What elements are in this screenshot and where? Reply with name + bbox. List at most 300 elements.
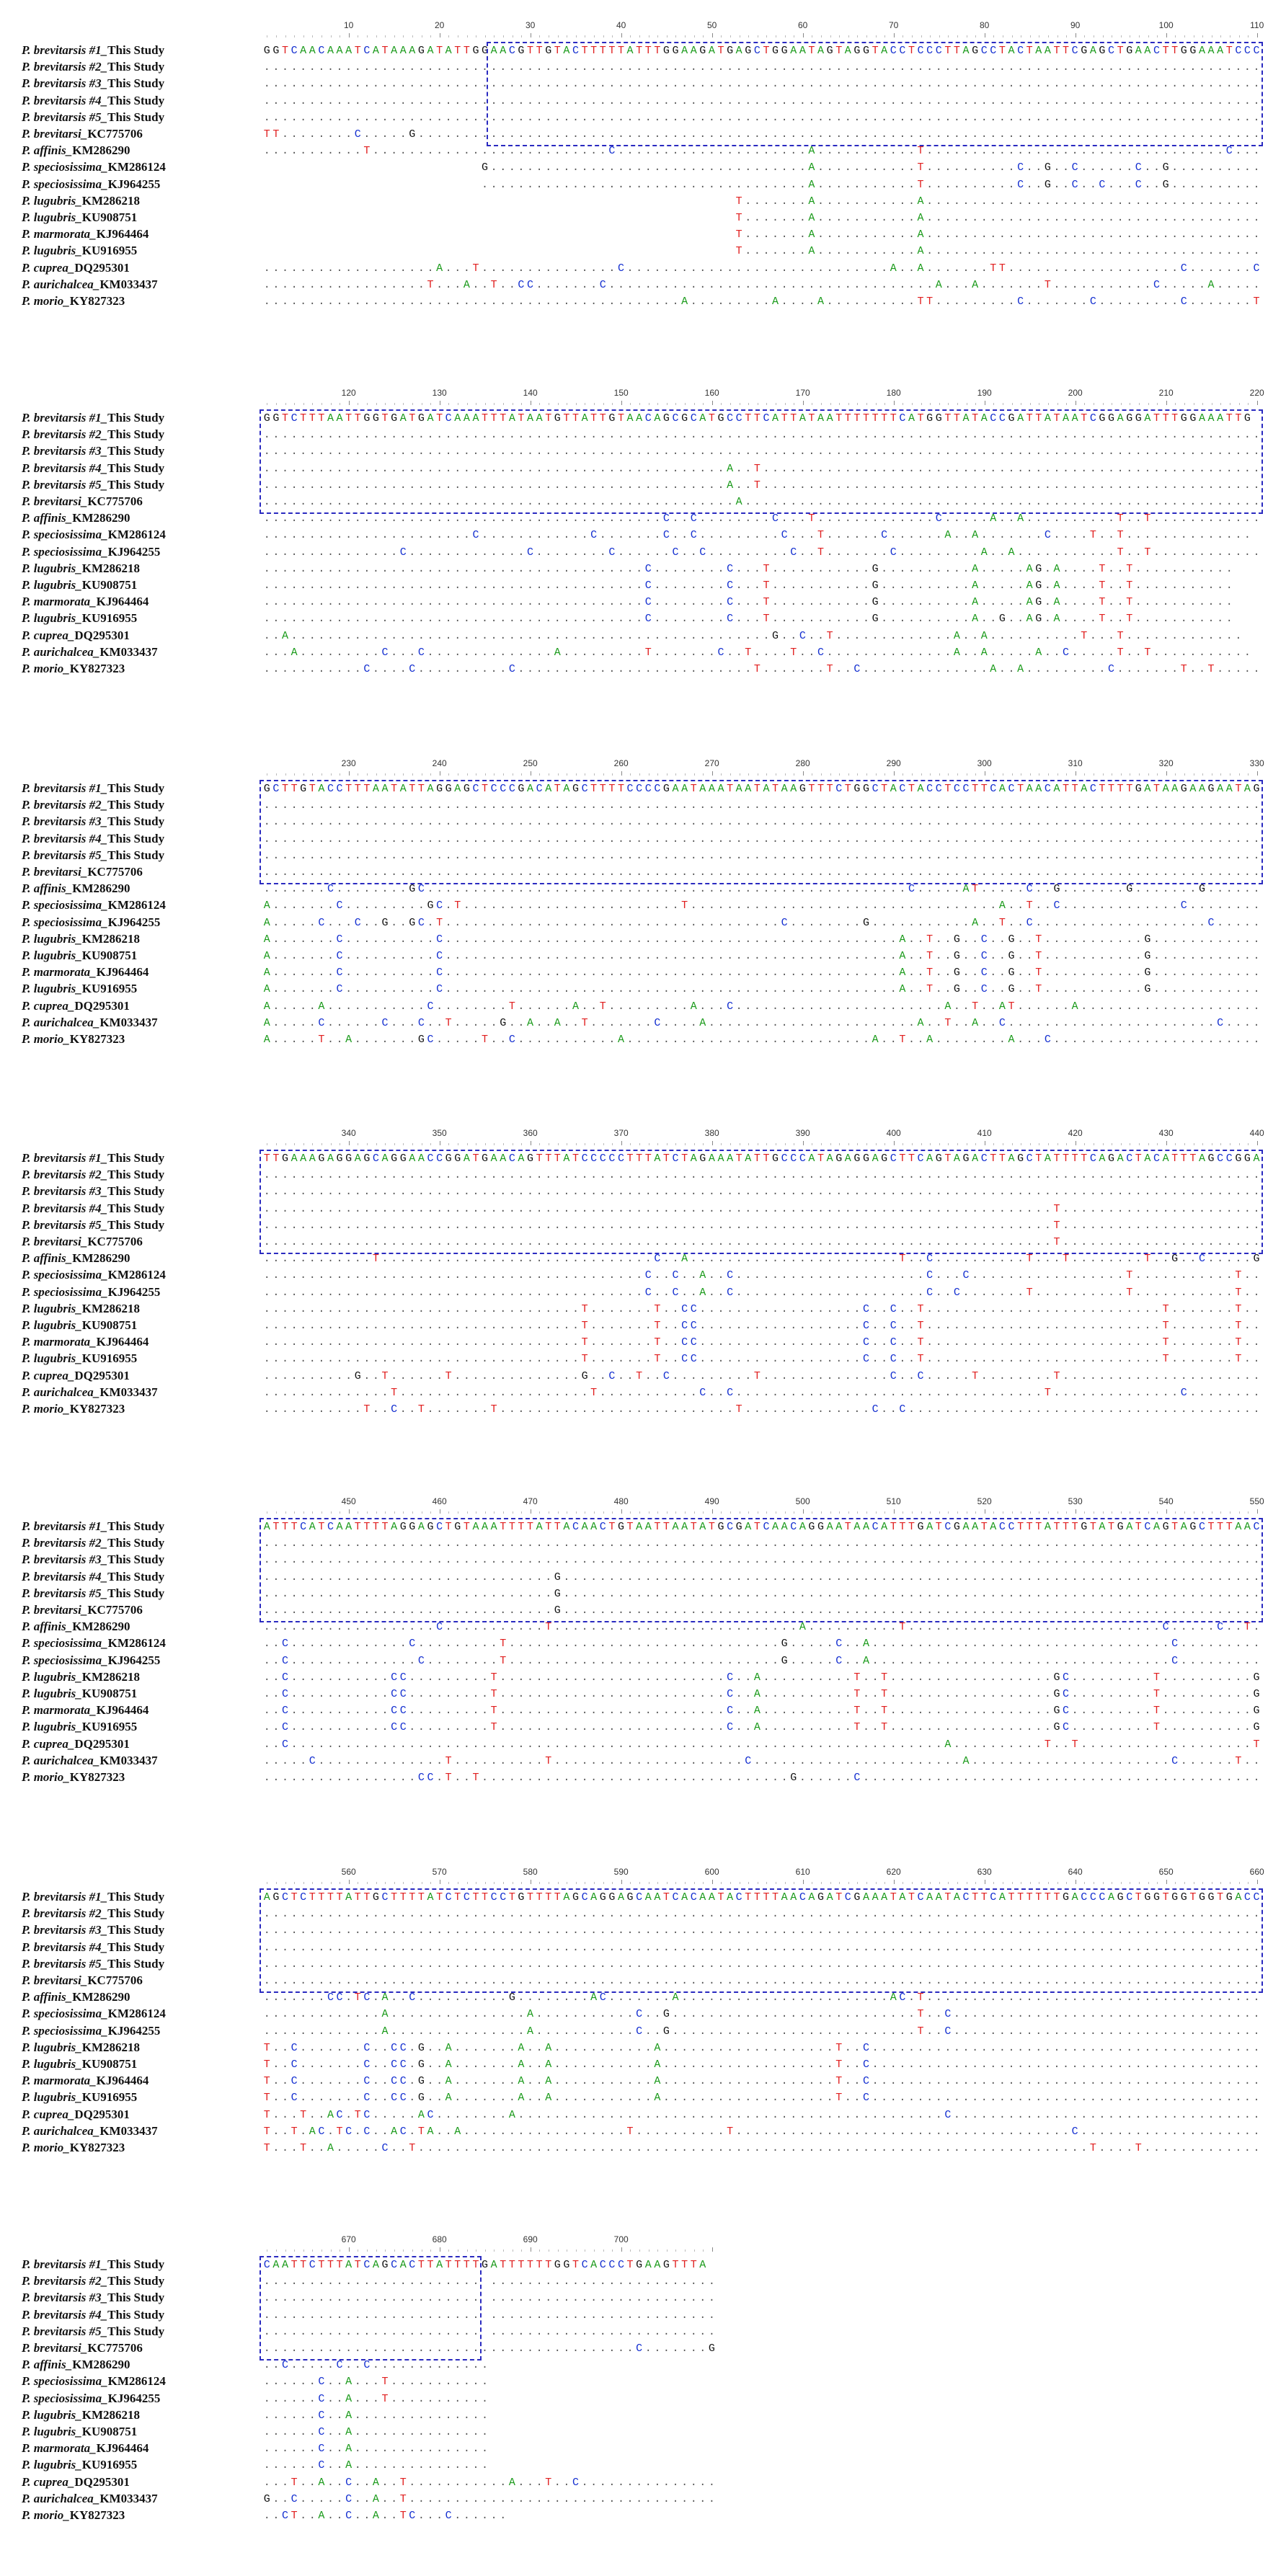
ruler-tick [621,2247,622,2252]
ruler-minor-tick [921,403,922,405]
ruler-minor-tick [785,1882,786,1884]
ruler-minor-tick [657,35,658,37]
ruler-minor-tick [1103,35,1104,37]
ruler-tick [621,771,622,776]
ruler-minor-tick [1175,773,1176,776]
ruler-minor-tick [594,1882,595,1884]
species-name: P. cuprea [22,628,68,642]
ruler-minor-tick [912,1882,913,1884]
ruler-number: 390 [795,1128,810,1138]
ruler-tick [621,1509,622,1514]
species-name: P. brevitarsis #1 [22,1890,102,1904]
ruler-minor-tick [857,1882,858,1884]
sequence-row: . . . . . . . . . . . . . . . . . . . . . . . . . . . . . . . . . . . . . . . . . . . . . . . . . . . . . . . . . . . . . . . . . . . . . . . . . . . . . . . . . . . . . . . . . . . . . . . . . . . . . . . . . . . . . . [263,1537,1260,1550]
ruler-number: 410 [977,1128,992,1138]
ruler-tick [1257,1880,1258,1884]
ruler-minor-tick [503,35,504,37]
accession-id: KM033437 [99,644,158,659]
ruler-minor-tick [948,1882,949,1884]
ruler-minor-tick [876,35,877,37]
ruler-number: 500 [795,1496,810,1506]
ruler-minor-tick [558,1882,559,1884]
ruler-minor-tick [876,773,877,776]
sequence-row: . . . . . . . . . . . . . . . . . . . . . . . . . . . . . . . . . . . . . . . . . . . . . . . . . [263,2309,715,2322]
ruler-tick [1257,33,1258,37]
sequence-row: . . . . . . . . . . . . . . . . . . . . . . . . . . . . . . . . . . . . . . . . . . C . . C . . A . . C . . . . . . . . . . . . . . . . . . . . . C . . C . . . . . . . T . . . . . . . . . . T . . . . . . . . . . . T . . [263,1286,1260,1299]
species-name: P. brevitarsis #5 [22,1217,102,1232]
accession-id: KC775706 [87,494,143,508]
ruler-number: 590 [613,1867,629,1877]
sequence-label: P. morio_KY827323 [22,1032,125,1046]
ruler-minor-tick [1121,403,1122,405]
ruler-minor-tick [639,403,640,405]
ruler-minor-tick [1248,1511,1249,1514]
sequence-label: P. lugubris_KM286218 [22,193,141,208]
ruler-minor-tick [948,1511,949,1514]
species-name: P. lugubris [22,1687,76,1700]
ruler-minor-tick [467,2249,468,2252]
ruler-minor-tick [639,35,640,37]
ruler-minor-tick [1012,773,1013,776]
accession-id: This Study [107,110,165,124]
sequence-label: P. marmorata_KJ964464 [22,1335,149,1349]
ruler-tick [621,1880,622,1884]
ruler-minor-tick [1084,1511,1085,1514]
ruler-minor-tick [385,403,386,405]
sequence-label: P. morio_KY827323 [22,1770,125,1784]
ruler-minor-tick [975,403,976,405]
ruler-minor-tick [785,773,786,776]
sequence-label: P. cuprea_DQ295301 [22,2107,130,2121]
ruler-minor-tick [285,1511,286,1514]
ruler-minor-tick [721,403,722,405]
species-name: P. brevitarsis #4 [22,1940,102,1954]
sequence-row: . . C . . . . . . . . . . . C C . . . . . . . . . T . . . . . . . . . . . . . . . . . . . . . . . . . C . . A . . . . . . . . . . T . . T . . . . . . . . . . . . . . . . . . G C . . . . . . . . . T . . . . . . . . . . G [263,1688,1260,1700]
accession-id: This Study [107,1201,165,1215]
sequence-row: . . . . . . . . . . G . . T . . . . . . T . . . . . . . . . . . . . . G . . C . . T . . C . . . . . . . . . T . . . . . . . . . . . . . . C . . C . . . . . T . . . . . . . . T . . . . . . . . . . . . . . . . . . . . . . [263,1369,1260,1382]
ruler-minor-tick [884,403,885,405]
ruler-minor-tick [485,1143,486,1145]
sequence-row: . . . . . . . . . . . . . . . . . . . . . . . . . . . . . . . . . . . . . . . . . . . . . . . . . . . . . . . . . . . . . . . . . . . . . . . . . . . . . . . . . . . . . . . T . . . . . . . . . . . . . . . . . . . . . . [263,1202,1260,1215]
ruler-minor-tick [1248,1882,1249,1884]
sequence-label: P. brevitarsis #4_This Study [22,1569,165,1584]
ruler-number: 150 [613,388,629,398]
ruler-number: 540 [1158,1496,1174,1506]
ruler-tick [349,1141,350,1145]
ruler-minor-tick [1066,403,1067,405]
ruler-minor-tick [485,403,486,405]
species-name: P. marmorata [22,227,91,241]
ruler-number: 270 [704,758,719,768]
ruler-minor-tick [675,1511,676,1514]
ruler-minor-tick [675,403,676,405]
ruler-minor-tick [303,35,304,37]
accession-id: KM286124 [107,1268,166,1282]
ruler-minor-tick [721,1511,722,1514]
sequence-row: . . . . . . . . . . . . . . . . . . . . . . . . . . . . . . . . G . . . . . . . . . . . . . . . . . . . . . . . . . . . . . . . . . . . . . . . . . . . . . . . . . . . . . . . . . . . . . . . . . . . . . . . . . . . . . [263,1571,1260,1584]
accession-id: KU908751 [81,1687,138,1700]
accession-id: DQ295301 [74,260,130,275]
sequence-label: P. brevitarsis #2_This Study [22,1168,165,1182]
accession-id: KM286290 [72,511,130,525]
ruler-minor-tick [821,1882,822,1884]
ruler-number: 140 [523,388,538,398]
ruler-minor-tick [331,1882,332,1884]
ruler-minor-tick [376,1882,377,1884]
ruler-minor-tick [766,1511,767,1514]
ruler-minor-tick [993,1511,994,1514]
ruler-minor-tick [957,35,958,37]
species-name: P. cuprea [22,1736,68,1751]
ruler-tick [1257,1509,1258,1514]
sequence-row: . . . . . . . . . . . . . . . . . . . . . . . . . . . . . . . . . . . . . . . . . . . . . . . . . . . . . . . . . . . . . . . . . . . . . . . . . . . . . . . . . . . . . . . . . . . . . . . . . . . . . . . . . . . . . . [263,1975,1260,1987]
ruler-minor-tick [667,1511,668,1514]
species-name: P. lugubris [22,1720,76,1734]
sequence-row: T . . . T . . A C . T C . . . . . A C . . . . . . . . A . . . . . . . . . . . . . . . . . . . . . . . . . . . . . . . . . . . . . . . . . . . . . . . C . . . . . . . . . . . . . . . . . . . . . . . . . . . . . . . . . . [263,2108,1260,2121]
ruler-minor-tick [485,1882,486,1884]
ruler-minor-tick [848,403,849,405]
ruler-tick [894,771,895,776]
ruler-number: 440 [1249,1128,1264,1138]
ruler-minor-tick [766,1882,767,1884]
sequence-row: . . . . . . . . . . . . . . . . . . . . . . . . . . . . . . . . . . . . . . . . . C . . . . . . . G [263,2342,715,2355]
sequence-label: P. marmorata_KJ964464 [22,965,149,980]
ruler-tick [349,2247,350,2252]
ruler-minor-tick [766,773,767,776]
species-name: P. lugubris [22,561,76,575]
species-name: P. lugubris [22,2057,76,2071]
ruler-minor-tick [385,773,386,776]
species-name: P. brevitarsi [22,1235,81,1248]
ruler-minor-tick [821,773,822,776]
ruler-minor-tick [394,1882,395,1884]
accession-id: KJ964255 [107,544,161,559]
sequence-row: . . . . . . . . . . . . . . . . . . . . . . . . . . . . . . . . . . . . . . . . . . . . . . . . . . . . . . . . . . . . . . . . . . . . . . . . . . . . . . . . . . . . . . . . . . . . . . . . . . . . . . . . . . . . . . [263,111,1260,124]
ruler-minor-tick [1084,1143,1085,1145]
accession-id: This Study [107,43,165,57]
ruler-minor-tick [539,403,540,405]
ruler-tick [712,1880,713,1884]
accession-id: KM286218 [81,2040,141,2054]
ruler-minor-tick [839,773,840,776]
ruler-minor-tick [1012,1882,1013,1884]
sequence-label: P. brevitarsis #1_This Study [22,781,165,795]
accession-id: KM033437 [99,2491,158,2505]
sequence-label: P. lugubris_KU916955 [22,1720,138,1734]
sequence-row: . . . . . . . . . . . . . . . . . . . . . . . . . . . . . . . . . . . T . . . . . . . T . . C C . . . . . . . . . . . . . . . . . . C . . C . . T . . . . . . . . . . . . . . . . . . . . . . . . . . T . . . . . . . T . . [263,1320,1260,1332]
ruler-minor-tick [467,1511,468,1514]
ruler-minor-tick [657,403,658,405]
ruler-number: 320 [1158,758,1174,768]
ruler-minor-tick [1148,1143,1149,1145]
ruler-tick [803,1880,804,1884]
sequence-row: . . C . . . . . . . . . . . . . . C . . . . . . . . T . . . . . . . . . . . . . . . . . . . . . . . . . . . . . . G . . . . . C . . A . . . . . . . . . . . . . . . . . . . . . . . . . . . . . . . . . C . . . . . . . . . [263,1654,1260,1667]
ruler-minor-tick [294,1882,295,1884]
ruler-minor-tick [494,1882,495,1884]
ruler-minor-tick [1248,773,1249,776]
ruler-minor-tick [1057,35,1058,37]
ruler-minor-tick [830,1882,831,1884]
ruler-minor-tick [1048,403,1049,405]
ruler-minor-tick [1148,773,1149,776]
ruler-number: 180 [886,388,901,398]
ruler-minor-tick [603,1882,604,1884]
ruler-minor-tick [467,773,468,776]
ruler-minor-tick [1048,1882,1049,1884]
species-name: P. brevitarsis #1 [22,781,102,795]
ruler-minor-tick [294,773,295,776]
species-name: P. cuprea [22,260,68,275]
ruler-minor-tick [467,1143,468,1145]
species-name: P. marmorata [22,1335,91,1349]
ruler-minor-tick [1048,1143,1049,1145]
ruler-minor-tick [785,403,786,405]
sequence-label: P. brevitarsis #5_This Study [22,848,165,862]
ruler-minor-tick [385,1882,386,1884]
position-ruler [262,20,1264,37]
ruler-number: 240 [432,758,447,768]
sequence-label: P. brevitarsis #3_This Study [22,814,165,829]
ruler-minor-tick [1057,1882,1058,1884]
species-name: P. brevitarsis #5 [22,1586,102,1600]
ruler-tick [349,771,350,776]
ruler-minor-tick [630,1511,631,1514]
ruler-minor-tick [993,403,994,405]
ruler-minor-tick [285,773,286,776]
species-name: P. brevitarsis #4 [22,2307,102,2322]
accession-id: This Study [107,2257,165,2271]
sequence-row: . . . . . . . . . . . . . . . . . . . . . . . . . . . . . . . . . . . . . . . . . . . . . . . . . . . . . . . . . . . . . . . . . . . . . . . . . . . . . . . . . . . . . . . . . . . . . . . . . . . . . . . . . . . . . . [263,849,1260,862]
sequence-row: . . . . . . . . . . . . . . . . . . . A . . . T . . . . . . . . . . . . . . . C . . . . . . . . . . . . . . . . . . . . . . . . . . . . . A . . A . . . . . . . T T . . . . . . . . . . . . . . . . . . . C . . . . . . . C [263,262,1260,275]
ruler-minor-tick [448,35,449,37]
ruler-minor-tick [276,403,277,405]
species-name: P. lugubris [22,1669,76,1684]
sequence-label: P. affinis_KM286290 [22,1990,130,2004]
ruler-number: 40 [616,20,626,30]
ruler-minor-tick [839,35,840,37]
ruler-minor-tick [921,1511,922,1514]
ruler-minor-tick [1148,403,1149,405]
ruler-minor-tick [558,2249,559,2252]
ruler-number: 250 [523,758,538,768]
ruler-minor-tick [430,35,431,37]
species-name: P. affinis [22,1990,66,2004]
ruler-minor-tick [1157,1511,1158,1514]
accession-id: KU916955 [81,1351,138,1366]
ruler-minor-tick [948,1143,949,1145]
position-ruler [262,1867,1264,1884]
sequence-row: . . . . . . . . . . . T . . C . . T . . . . . . . T . . . . . . . . . . . . . . . . . . . . . . . . . . T . . . . . . . . . . . . . . C . . C . . . . . . . . . . . . . . . . . . . . . . . . . . . . . . . . . . . . . . . [263,1403,1260,1416]
species-name: P. speciosissima [22,1284,102,1299]
ruler-minor-tick [430,1511,431,1514]
species-name: P. brevitarsis #4 [22,461,102,475]
ruler-tick [1257,1141,1258,1145]
ruler-minor-tick [467,1882,468,1884]
species-name: P. speciosissima [22,1636,102,1651]
ruler-minor-tick [403,2249,404,2252]
ruler-minor-tick [403,1143,404,1145]
ruler-minor-tick [503,1882,504,1884]
accession-id: KU908751 [81,2057,138,2071]
ruler-minor-tick [912,773,913,776]
ruler-number: 470 [523,1496,538,1506]
ruler-number: 210 [1158,388,1174,398]
accession-id: This Study [107,2274,165,2288]
sequence-label: P. marmorata_KJ964464 [22,2074,149,2088]
species-name: P. brevitarsis #3 [22,2291,102,2305]
ruler-minor-tick [1139,1143,1140,1145]
sequence-label: P. lugubris_KM286218 [22,2407,141,2422]
accession-id: This Study [107,1217,165,1232]
sequence-label: P. brevitarsi_KC775706 [22,865,143,879]
ruler-minor-tick [494,1511,495,1514]
ruler-minor-tick [430,1882,431,1884]
ruler-minor-tick [594,35,595,37]
sequence-row: T . . . . . . . A . . . . . . . . . . . A . . . . . . . . . . . . . . . . . . . . . . . . . . . . . . . . . . . . . [735,228,1260,241]
ruler-minor-tick [612,773,613,776]
sequence-label: P. brevitarsis #1_This Study [22,1151,165,1165]
ruler-minor-tick [494,35,495,37]
sequence-row: . . . . . . C . . A . . . T . . . . . . . . . . . [263,2376,489,2389]
ruler-minor-tick [1121,1882,1122,1884]
accession-id: This Study [107,1569,165,1584]
sequence-label: P. brevitarsis #3_This Study [22,444,165,458]
species-name: P. lugubris [22,244,76,258]
ruler-tick [621,1141,622,1145]
ruler-minor-tick [630,773,631,776]
ruler-minor-tick [957,1882,958,1884]
sequence-row: A T T T C A T C A A T T T T A G G A G C T G T A A A T T T T A T T A C A A C T G T A A T T A A T A T G C G A T C A A C A G G A A T A A C A T T T G A T C G A A T A C C T T T A T T T G T A T G A T C A G T A G C T T T A A C [263,1521,1260,1533]
ruler-minor-tick [367,773,368,776]
ruler-number: 460 [432,1496,447,1506]
ruler-minor-tick [603,35,604,37]
accession-id: This Study [107,1553,165,1567]
ruler-minor-tick [503,1143,504,1145]
ruler-minor-tick [521,1882,522,1884]
ruler-minor-tick [285,35,286,37]
sequence-row: . . . . . . . . . . . . . . . . . . . . . . . . . . . . . . . . . . . . . . . . . . . . . . . . . . . . . . . . . . . . . . . . . . . . . . . . . . . . . . . . . . . . . . . . . . . . . . . . . . . . . . . . . . . . . . [263,78,1260,91]
ruler-tick [803,1509,804,1514]
ruler-minor-tick [930,1882,931,1884]
ruler-minor-tick [1202,773,1203,776]
sequence-row: . . . . . . . . . . . C . . . . C . . . . . . . . . . C . . . . . . . . . . . . . . . . . . . . . . . . . . T . . . . . . . T . . C . . . . . . . . . . . . . . A . . A . . . . . . . . . C . . . . . . . T . . T . . . . . [263,663,1260,675]
ruler-minor-tick [294,403,295,405]
ruler-minor-tick [312,773,313,776]
sequence-row: . . C . . . . . . . . . . . . . . . . . . . . . . . . . . . . . . . . . . . . . . . . . . . . . . . . . . . . . . . . . . . . . . . . . . . . . . . . A . . . . . . . . . . T . . T . . . . . . . . . . . . . . . . . . . T [263,1738,1260,1751]
accession-id: KM286124 [107,1636,166,1651]
ruler-minor-tick [1239,1511,1240,1514]
ruler-minor-tick [403,1511,404,1514]
ruler-minor-tick [694,1882,695,1884]
ruler-minor-tick [1030,1882,1031,1884]
ruler-minor-tick [839,403,840,405]
sequence-row: . . . . . . . . . . . . . . . C . . . . . . . . . . . . . C . . . . . . . . C . . . . . . C . . C . . . . . . . . . C . . T . . . . . . . C . . . . . . . . . A . . A . . . . . . . . . . . T . . T . . . . . . . . . . . . [263,546,1260,559]
ruler-tick [349,401,350,405]
ruler-minor-tick [1057,1511,1058,1514]
ruler-minor-tick [1048,773,1049,776]
ruler-minor-tick [1103,1511,1104,1514]
ruler-minor-tick [876,1511,877,1514]
ruler-tick [349,1509,350,1514]
sequence-label: P. aurichalcea_KM033437 [22,277,158,291]
ruler-minor-tick [785,35,786,37]
ruler-minor-tick [657,1511,658,1514]
ruler-minor-tick [1220,1882,1221,1884]
ruler-number: 360 [523,1128,538,1138]
sequence-row: . . . T . . A . . C . . A . . T . . . . . . . . . . . A . . . T . . C . . . . . . . . . . . . . . . [263,2476,715,2489]
sequence-label: P. lugubris_KU916955 [22,1351,138,1366]
sequence-row: . . C . . . . . . . . . . . C C . . . . . . . . . T . . . . . . . . . . . . . . . . . . . . . . . . . C . . A . . . . . . . . . . T . . T . . . . . . . . . . . . . . . . . . G C . . . . . . . . . T . . . . . . . . . . G [263,1721,1260,1734]
ruler-minor-tick [367,1882,368,1884]
ruler-minor-tick [494,2249,495,2252]
accession-id: KJ964255 [107,1284,161,1299]
ruler-minor-tick [1066,1511,1067,1514]
ruler-minor-tick [521,2249,522,2252]
ruler-minor-tick [685,773,686,776]
ruler-number: 230 [341,758,356,768]
ruler-number: 100 [1158,20,1174,30]
ruler-minor-tick [821,1143,822,1145]
ruler-number: 280 [795,758,810,768]
ruler-minor-tick [603,773,604,776]
accession-id: KC775706 [87,127,143,141]
sequence-row: T . . C . . . . . . . C . . C C . G . . A . . . . . . . A . . A . . . . . . . . . . . A . . . . . . . . . . . . . . . . . . . T . . C . . . . . . . . . . . . . . . . . . . . . . . . . . . . . . . . . . . . . . . . . . . [263,2058,1260,2071]
ruler-number: 120 [341,388,356,398]
ruler-minor-tick [975,35,976,37]
species-name: P. brevitarsi [22,1973,81,1987]
ruler-minor-tick [285,1882,286,1884]
ruler-minor-tick [1202,403,1203,405]
ruler-minor-tick [485,1511,486,1514]
sequence-label: P. brevitarsis #2_This Study [22,427,165,442]
ruler-number: 620 [886,1867,901,1877]
ruler-minor-tick [1202,1511,1203,1514]
ruler-minor-tick [667,773,668,776]
accession-id: This Study [107,461,165,475]
ruler-minor-tick [921,1143,922,1145]
sequence-label: P. brevitarsis #4_This Study [22,831,165,845]
species-name: P. speciosissima [22,2391,102,2405]
ruler-minor-tick [839,1882,840,1884]
ruler-number: 130 [432,388,447,398]
ruler-minor-tick [521,1511,522,1514]
ruler-minor-tick [685,1511,686,1514]
ruler-minor-tick [503,403,504,405]
ruler-minor-tick [1157,403,1158,405]
ruler-minor-tick [866,1143,867,1145]
species-name: P. morio [22,2141,64,2154]
species-name: P. morio [22,662,64,675]
sequence-label: P. lugubris_KU916955 [22,611,138,626]
ruler-number: 340 [341,1128,356,1138]
ruler-minor-tick [630,1882,631,1884]
ruler-minor-tick [576,403,577,405]
ruler-minor-tick [1057,1143,1058,1145]
sequence-row: . . . . . . . . . . . . . . . . . . . . . . . . . . . . . . . . . . . . . . . . . . . . . . . . . . . . . . . . . . . . . . . . . . . . . . . . . . . . . . . . . . . . . . . . . . . . . . . . . . . . . . . . . . . . . . [263,816,1260,829]
ruler-minor-tick [448,1511,449,1514]
ruler-minor-tick [276,35,277,37]
sequence-row: . . . . . . . . . . . T . . . . . . . . . . . . . . . . . . . . . . . . . . C . . . . . . . . . . . . . . . . . . . . . A . . . . . . . . . . . T . . . . . . . . . . . . . . . . . . . . . . . . . . . . . . . . . C . . . [263,145,1260,158]
ruler-number: 190 [977,388,992,398]
ruler-minor-tick [630,1143,631,1145]
sequence-label: P. aurichalcea_KM033437 [22,1385,158,1399]
sequence-row: . . . . . . . . . . . . T . . . . . . . . . . . . . . . . . . . . . . . . . . . . . . C . . A . . . . . . . . . . . . . . . . . . . . . . . T . . C . . . . . . . . . . T . . . T . . . . . . . . T . . G . . C . . . . . G [263,1253,1260,1266]
ruler-minor-tick [312,1143,313,1145]
sequence-label: P. brevitarsis #5_This Study [22,477,165,492]
accession-id: This Study [107,76,165,91]
ruler-minor-tick [312,1511,313,1514]
ruler-number: 420 [1068,1128,1083,1138]
